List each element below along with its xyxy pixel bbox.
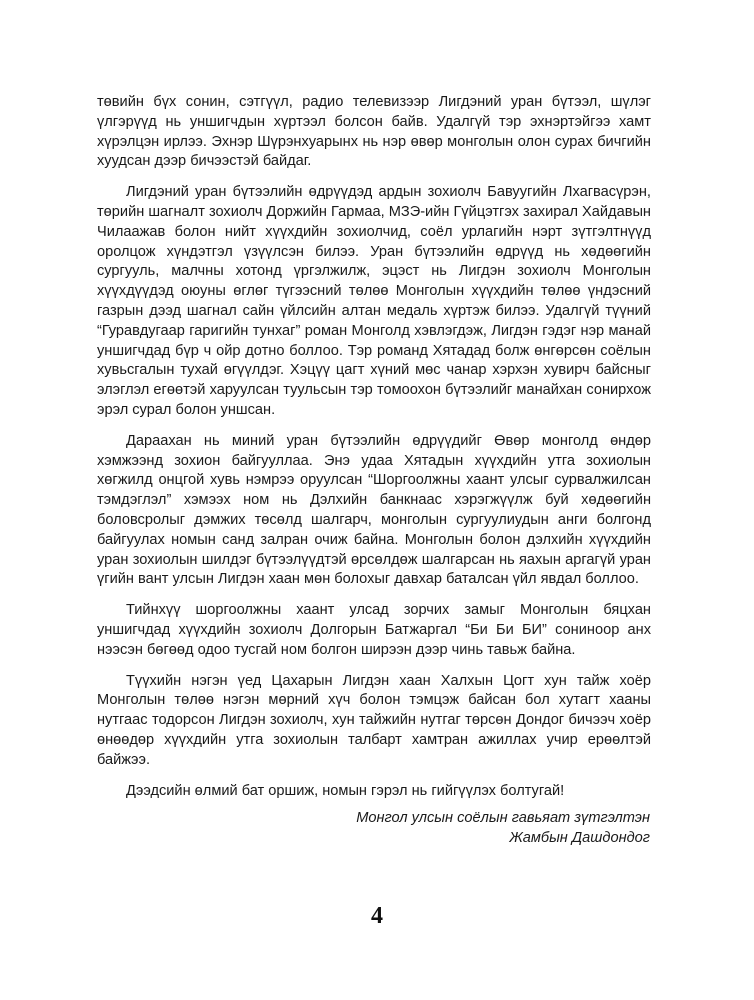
text-body <box>97 93 651 849</box>
signature-title: Монгол улсын соёлын гавьяат зүтгэлтэн <box>356 810 650 827</box>
signature-name: Жамбын Дашдондог <box>509 830 650 847</box>
paragraph-1: төвийн бүх сонин, сэтгүүл, радио телевизээр Лигдэний уран бүтээл, шүлэг үлгэрүүд нь уншигчдын хүртээл болсон байв. Удалгүй тэр эхнэртэйгээ хамт хүрэлцэн ирлээ. Эхнэр Шүрэнхуарынх нь нэр өвөр монголын олон сурах бичгийн хуудсан дээр бичээстэй байдаг. <box>97 94 651 170</box>
paragraph-5: Түүхийн нэгэн үед Цахарын Лигдэн хаан Халхын Цогт хун тайж хоёр Монголын төлөө нэгэн мөрний хүч болон тэмцэж байсан бол хутагт хааны нутгаас тодорсон Лигдэн зохиолч, хун тайжийн нутгаг төрсөн Дондог бичээч хоёр өнөөдөр хүүхдийн утга зохиолын талбарт хамтран ажиллах учир ерөөлтэй байжээ. <box>97 672 651 768</box>
paragraph-4: Тийнхүү шоргоолжны хаант улсад зорчих замыг Монголын бяцхан уншигчдад хүүхдийн зохиолч Долгорын Батжаргал “Би Би БИ” сониноор анх нээсэн бөгөөд одоо тусгай ном болгон ширээн дээр чинь тавьж байна. <box>97 602 651 658</box>
paragraph-2: Лигдэний уран бүтээлийн өдрүүдэд ардын зохиолч Бавуугийн Лхагвасүрэн, төрийн шагналт зохиолч Доржийн Гармаа, МЗЭ-ийн Гүйцэтгэх захирал Хайдавын Чилаажав болон нийт хүүхдийн зохиолчид, соёл урлагийн нэрт зүтгэлтнүүд оролцож хүндэтгэл үзүүлсэн билээ. Уран бүтээлийн өдрүүд нь хөдөөгийн сургууль, малчны хотонд үргэлжилж, эцэст нь Лигдэн зохиолч Монголын хүүхдүүдэд оюуны өглөг түгээсний төлөө Монголын хүүхдийн төлөө үндэсний газрын дээд шагнал сайн үйлсийн алтан медаль хүртэж билээ. Удалгүй түүний “Гуравдугаар гаригийн тунхаг” роман Монголд хэвлэгдэж, Лигдэн гэдэг нэр манай уншигчдад бүр ч ойр дотно боллоо. Тэр романд Хятадад болж өнгөрсөн соёлын хувьсгалын тухай өгүүлдэг. Хэцүү цагт хүний мөс чанар хэрхэн хувирч байсныг элэглэл егөөтэй харуулсан туульсын тэр томоохон бүтээлийг манайхан сонирхож эрэл сурал болон уншсан. <box>97 184 651 418</box>
closing-line: Дээдсийн өлмий бат оршиж, номын гэрэл нь гийгүүлэх болтугай! <box>126 782 565 799</box>
page-number: 4 <box>371 903 383 929</box>
paragraph-3: Дараахан нь миний уран бүтээлийн өдрүүдийг Өвөр монголд өндөр хэмжээнд зохион байгууллаа. Энэ удаа Хятадын хүүхдийн утга зохиолын хөгжилд онцгой хувь нэмрээ оруулсан “Шоргоолжны хаант улсыг сурвалжилсан тэмдэглэл” хэмээх ном нь Дэлхийн банкнаас хэрэгжүүлж буй хөдөөгийн боловсролыг дэмжих төсөлд шалгарч, монголын сургуулиудын анги болгонд байгуулах номын санд залран очиж байна. Монголын болон дэлхийн хүүхдийн уран зохиолын шилдэг бүтээлүүдтэй өрсөлдөж шалгарсан нь яахын аргагүй уран үгийн вант улсын Лигдэн хаан мөн болохыг давхар баталсан үйл явдал боллоо. <box>97 432 651 588</box>
